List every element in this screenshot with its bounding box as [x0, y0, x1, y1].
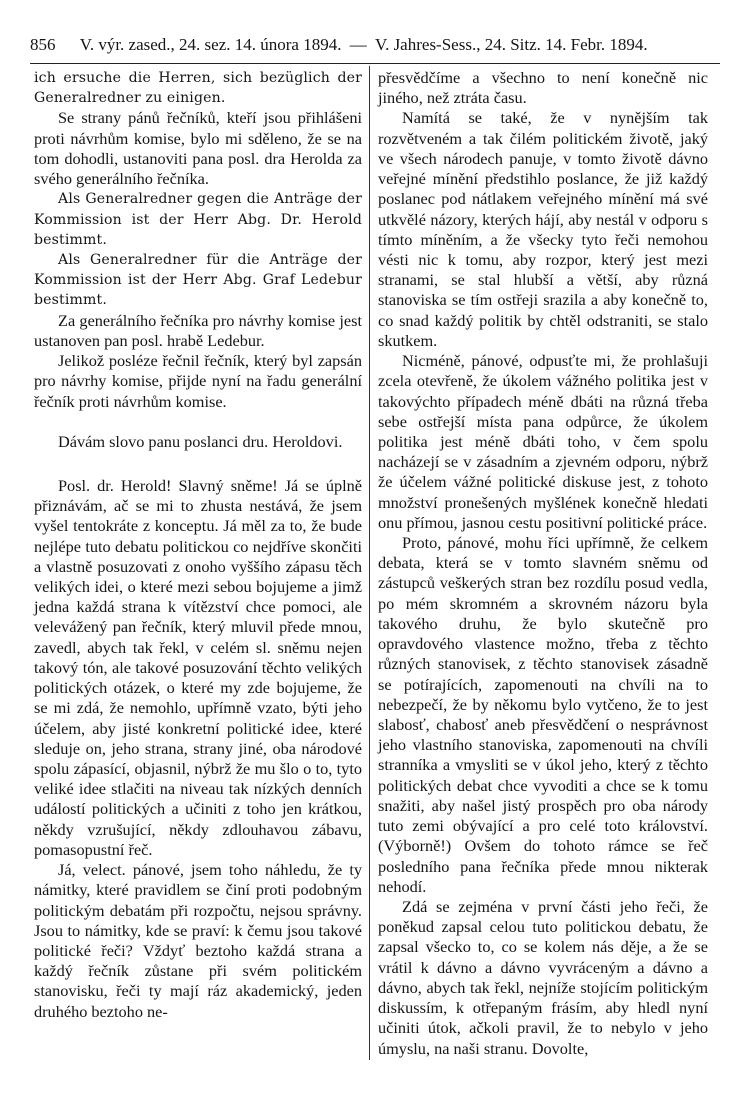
column-divider: [369, 66, 370, 1060]
header-czech: V. výr. zased., 24. sez. 14. února 1894.: [79, 35, 342, 54]
paragraph: ich ersuche die Herren, sich bezüglich der Generalredner zu einigen.: [34, 70, 362, 107]
right-column: [378, 68, 708, 1059]
paragraph: Zdá se zejména v první části jeho řeči, že poněkud zapsal celou tuto politickou debatu, že zapsal všecko to, co se kolem nás děje, a že se vrátil k dávno a dávno vyvráceným a dávno a dávno, abych tak řekl, nejníže stojícím politickým diskussím, k otřepaným frásím, aby hledl nyní učiniti útok, ačkoli pravil, že to nebylo v jeho úmyslu, na naši stranu. Dovolte,: [378, 896, 708, 1058]
page-number: 856: [30, 35, 56, 54]
paragraph: Als Generalredner für die Anträge der Kommission ist der Herr Abg. Graf Ledebur bestimmt.: [34, 251, 362, 309]
left-column: [34, 68, 362, 1022]
header-rule: [30, 63, 720, 64]
paragraph: Namítá se také, že v nynějším tak rozvětveném a tak čilém politickém životě, jaký ve všech národech panuje, v tomto životě dávno veřejné mínění předstihlo poslance, že již každý poslanec pod nátlakem veřejného mínění má své utkvělé názory, kterých hájí, aby nestál v odporu s tímto míněním, a že všecky tyto řeči nemohou vésti nic k tomu, aby rozpor, který jest mezi stranami, se stal hlubší a větší, aby různá stanoviska se tím ostřeji srazila a aby konečně to, co snad každý politik by chtěl odstraniti, se stalo skutkem.: [378, 108, 708, 350]
paragraph: Já, velect. pánové, jsem toho náhledu, že ty námitky, které pravidlem se činí proti podobným politickým debatám při rozpočtu, nejsou správny. Jsou to námitky, kde se praví: k čemu jsou takové politické řeči? Vždyť beztoho každá strana a každý řečník zůstane při svém politickém stanovisku, řeči ty mají ráz akademický, jeden druhého beztoho ne-: [34, 860, 362, 1021]
paragraph: Proto, pánové, mohu říci upřímně, že celkem debata, která se v tomto slavném sněmu od zástupců veškerých stran bez rozdílu posud vedla, po mém skromném a skrovném názoru byla takového druhu, že bylo skutečně pro opravdového vlastence možno, třeba z těchto různých stanovisek, z těchto stanovisek zásadně se potírajících, zapomenouti na chvíli na to nebezpečí, že by někomu bylo vytčeno, že to jest slabosť, chabosť aneb přesvědčení o nesprávnost jeho vlastního stanoviska, zapomenouti na chvíli stranníka a vmysliti se v úkol jeho, který z těchto politických debat chce vyvoditi a chce se k tomu snažiti, aby našel jistý prospěch pro oba národy tuto zemi obývající a pro celé toto království. (Výborně!) Ovšem do tohoto rámce se řeč posledního pana řečníka přede mnou nikterak nehodí.: [378, 533, 708, 896]
paragraph: Jelikož posléze řečnil řečník, který byl zapsán pro návrhy komise, přijde nyní na řadu generální řečník proti návrhům komise.: [34, 351, 362, 411]
paragraph: přesvědčíme a všechno to není konečně nic jiného, než ztráta času.: [378, 68, 708, 108]
paragraph: Posl. dr. Herold! Slavný sněme! Já se úplně přiznávám, ač se mi to zhusta nestává, že jsem vyšel tentokráte z konceptu. Já měl za to, že bude nejlépe tuto debatu politickou co nejdříve skončiti a vlastně posuzovati z onoho vyššího zápasu těch velikých idei, o které mezi sebou bojujeme a jimž jedna každá strana k vítězství chce pomoci, ale velevážený pan řečník, který mluvil přede mnou, zavedl, abych tak řekl, v celém sl. sněmu nejen takový tón, ale takové posuzování těchto velikých politických otázek, o které my zde bojujeme, že se mi zdá, že nemohlo, upřímně vzato, býti jeho účelem, aby jisté konkretní politické idee, které sleduje on, jeho strana, strany jiné, oba národové spolu zápasící, objasnil, nýbrž že mu šlo o to, tyto veliké idee stlačiti na niveau tak nízkých denních událostí politických a učiniti z toho jen krátkou, někdy vzrušující, někdy zdlouhavou zábavu, pomasopustní řeč.: [34, 475, 362, 859]
header-german: V. Jahres-Sess., 24. Sitz. 14. Febr. 1894.: [374, 35, 648, 54]
header-separator: —: [349, 35, 367, 54]
paragraph: Za generálního řečníka pro návrhy komise jest ustanoven pan posl. hrabě Ledebur.: [34, 310, 362, 350]
page-header: [30, 34, 720, 56]
paragraph: Se strany pánů řečníků, kteří jsou přihlášeni proti návrhům komise, bylo mi sděleno, že se na tom dohodli, ustanoviti pana posl. dra Herolda za svého generálního řečníka.: [34, 108, 362, 189]
paragraph: Nicméně, pánové, odpusťte mi, že prohlašuji zcela otevřeně, že úkolem vážného politika jest v takovýchto případech méně dbáti na různá třeba sebe ostřejší místa pana odpůrce, že úkolem politika jest méně dbáti toho, v čem spolu nacházejí se v zásadním a zjevném odporu, nýbrž že účelem vážné politické diskuse jest, z tohoto množství pronešených myšlének konečně hledati onu přímou, jasnou cestu positivní politické práce.: [378, 351, 708, 532]
paragraph: Als Generalredner gegen die Anträge der Kommission ist der Herr Abg. Dr. Herold bestimmt.: [34, 191, 362, 248]
paragraph: Dávám slovo panu poslanci dru. Heroldovi.: [58, 431, 343, 451]
